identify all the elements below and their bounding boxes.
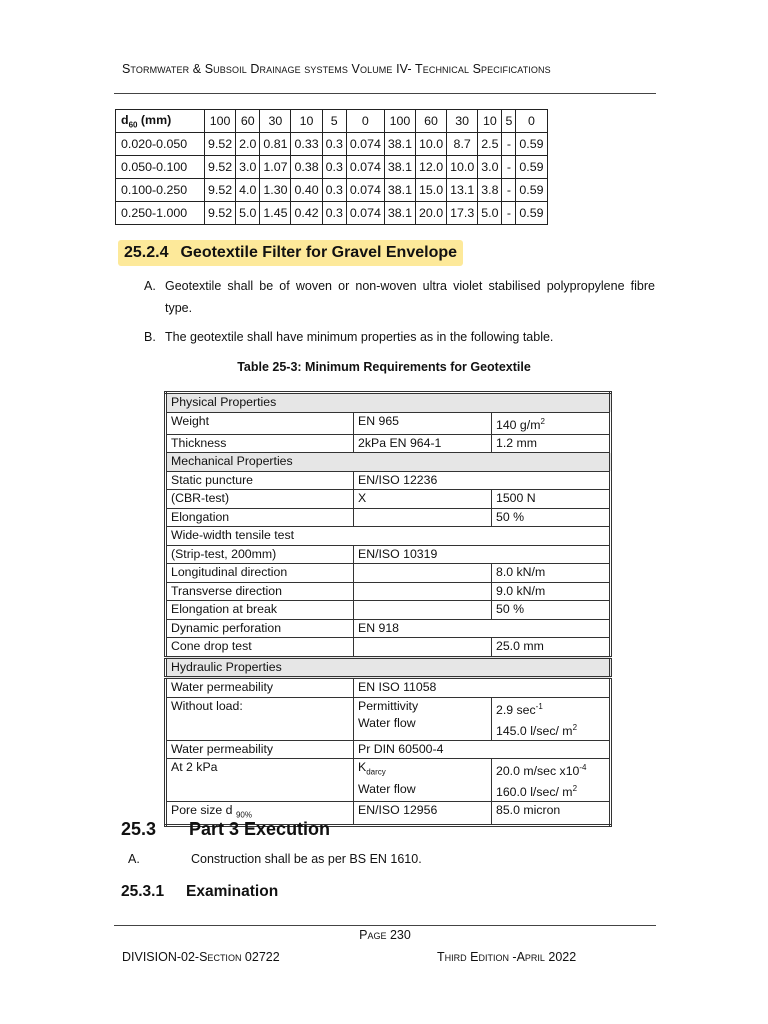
property-cell: Without load:: [166, 697, 354, 740]
value-cell: 20.0 m/sec $x10^{-4}$ 160.0 l/sec/ $m^2$: [492, 759, 611, 802]
grading-value-cell: 0.3: [322, 133, 346, 156]
grading-header-cell: 30: [260, 110, 291, 133]
value-cell: 2.9 $\sec^{-1}$ 145.0 l/sec/ $m^2$: [492, 697, 611, 740]
grading-range-cell: 0.250-1.000: [116, 202, 205, 225]
property-cell: Longitudinal direction: [166, 564, 354, 583]
grading-value-cell: 3.0: [236, 156, 260, 179]
grading-value-cell: 5.0: [478, 202, 502, 225]
value-cell: 25.0 mm: [492, 638, 611, 658]
table-row: [166, 697, 611, 740]
grading-value-cell: 10.0: [447, 156, 478, 179]
table-row: [166, 638, 611, 658]
grading-value-cell: 0.59: [516, 179, 547, 202]
grading-value-cell: 17.3: [447, 202, 478, 225]
value-cell: 1.2 mm: [492, 434, 611, 453]
geotextile-requirements-table: [164, 391, 612, 827]
property-cell: Pore size d $_{90\%}$: [166, 802, 354, 825]
grading-value-cell: 3.0: [478, 156, 502, 179]
section-number: 25.3: [121, 819, 157, 839]
section-title: Geotextile Filter for Gravel Envelope: [180, 244, 458, 261]
standard-cell: EN/ISO 12236: [354, 471, 611, 490]
paragraph-a: [144, 275, 656, 319]
grading-value-cell: 20.0: [415, 202, 446, 225]
grading-header-cell: 60: [236, 110, 260, 133]
grading-value-cell: 9.52: [205, 156, 236, 179]
grading-value-cell: 0.33: [291, 133, 322, 156]
table-group-row: [166, 657, 611, 678]
grading-value-cell: 0.59: [516, 202, 547, 225]
grading-value-cell: 0.074: [346, 179, 384, 202]
grading-value-cell: 1.45: [260, 202, 291, 225]
property-cell: Elongation at break: [166, 601, 354, 620]
group-hydraulic: Hydraulic Properties: [166, 657, 611, 678]
group-physical: Physical Properties: [166, 393, 611, 413]
grading-row: [116, 179, 548, 202]
grading-value-cell: 9.52: [205, 179, 236, 202]
standard-cell: [354, 601, 492, 620]
grading-value-cell: -: [502, 202, 516, 225]
value-cell: 50 %: [492, 601, 611, 620]
grading-header-cell: 5: [322, 110, 346, 133]
grading-header-cell: 5: [502, 110, 516, 133]
property-cell: Static puncture: [166, 471, 354, 490]
grading-value-cell: 0.074: [346, 202, 384, 225]
paragraph-label: B.: [144, 330, 156, 344]
group-mechanical: Mechanical Properties: [166, 453, 611, 472]
standard-cell: X: [354, 490, 492, 509]
paragraph-label: A.: [128, 852, 140, 866]
table-caption: Table 25-3: Minimum Requirements for Geotextile: [237, 360, 531, 374]
table-row: [166, 619, 611, 638]
footer-divider: [114, 925, 656, 926]
standard-cell: Pr DIN 60500-4: [354, 740, 611, 759]
grading-value-cell: 12.0: [415, 156, 446, 179]
grading-header-cell: 100: [384, 110, 415, 133]
grading-header-cell: 60: [415, 110, 446, 133]
grading-value-cell: 0.40: [291, 179, 322, 202]
property-cell: Water permeability: [166, 678, 354, 698]
grading-value-cell: 1.30: [260, 179, 291, 202]
grading-header-cell: 10: [291, 110, 322, 133]
standard-cell: EN 918: [354, 619, 611, 638]
grading-value-cell: 2.5: [478, 133, 502, 156]
table-row: [166, 740, 611, 759]
property-cell: (CBR-test): [166, 490, 354, 509]
grading-value-cell: -: [502, 179, 516, 202]
standard-cell: $K_{darcy}$ Water flow: [354, 759, 492, 802]
section-number: 25.3.1: [121, 883, 165, 900]
standard-cell: [354, 582, 492, 601]
property-cell: At 2 kPa: [166, 759, 354, 802]
table-row: [166, 759, 611, 802]
grading-header-cell: 0: [346, 110, 384, 133]
table-row: [166, 678, 611, 698]
standard-cell: EN/ISO 10319: [354, 545, 611, 564]
grading-range-cell: 0.100-0.250: [116, 179, 205, 202]
grading-header-row: [116, 110, 548, 133]
section-title: Examination: [186, 883, 279, 900]
table-group-row: [166, 393, 611, 413]
property-cell: Transverse direction: [166, 582, 354, 601]
grading-header-cell: 0: [516, 110, 547, 133]
grading-row: [116, 133, 548, 156]
value-cell: 8.0 kN/m: [492, 564, 611, 583]
paragraph-text: Construction shall be as per BS EN 1610.: [191, 852, 422, 866]
grading-value-cell: -: [502, 156, 516, 179]
grading-value-cell: 3.8: [478, 179, 502, 202]
grading-value-cell: 0.074: [346, 133, 384, 156]
grading-value-cell: 15.0: [415, 179, 446, 202]
grading-value-cell: 38.1: [384, 202, 415, 225]
section-heading-25-3: [121, 819, 330, 840]
grading-value-cell: 0.38: [291, 156, 322, 179]
footer-edition: Third Edition -April 2022: [437, 950, 577, 964]
table-row: [166, 412, 611, 434]
grading-value-cell: 0.3: [322, 156, 346, 179]
grading-value-cell: 9.52: [205, 202, 236, 225]
table-row: [166, 564, 611, 583]
section-number: 25.2.4: [124, 244, 169, 261]
grading-value-cell: 38.1: [384, 156, 415, 179]
table-row: [166, 601, 611, 620]
paragraph-b: [144, 326, 656, 348]
grading-value-cell: -: [502, 133, 516, 156]
grading-value-cell: 0.59: [516, 156, 547, 179]
table-row: [166, 434, 611, 453]
table-row: [166, 490, 611, 509]
grading-value-cell: 10.0: [415, 133, 446, 156]
grading-value-cell: 4.0: [236, 179, 260, 202]
value-cell: 140 $g/m^2$: [492, 412, 611, 434]
grading-range-cell: 0.020-0.050: [116, 133, 205, 156]
table-row: [166, 527, 611, 546]
grading-value-cell: 8.7: [447, 133, 478, 156]
section-title: Part 3 Execution: [189, 819, 331, 839]
grading-value-cell: 2.0: [236, 133, 260, 156]
standard-cell: [354, 508, 492, 527]
page-number: Page 230: [359, 928, 411, 942]
table-row: [166, 545, 611, 564]
paragraph-text: The geotextile shall have minimum properties as in the following table.: [165, 330, 554, 344]
table-row: [166, 582, 611, 601]
grading-value-cell: 38.1: [384, 179, 415, 202]
document-header: Stormwater & Subsoil Drainage systems Volume IV- Technical Specifications: [122, 62, 551, 76]
standard-cell: EN 965: [354, 412, 492, 434]
value-cell: 85.0 micron: [492, 802, 611, 825]
standard-cell: 2kPa EN 964-1: [354, 434, 492, 453]
value-cell: 50 %: [492, 508, 611, 527]
grading-row: [116, 156, 548, 179]
grading-row: [116, 202, 548, 225]
standard-cell: [354, 564, 492, 583]
grading-value-cell: 13.1: [447, 179, 478, 202]
table-group-row: [166, 453, 611, 472]
paragraph-text: Geotextile shall be of woven or non-woven ultra violet stabilised polypropylene fibre type.: [165, 279, 655, 315]
grading-table: [115, 109, 548, 225]
section-heading-25-3-1: [121, 883, 278, 901]
grading-value-cell: 5.0: [236, 202, 260, 225]
grading-value-cell: 0.3: [322, 179, 346, 202]
grading-header-cell: 10: [478, 110, 502, 133]
grading-value-cell: 0.81: [260, 133, 291, 156]
grading-value-cell: 0.42: [291, 202, 322, 225]
value-cell: 9.0 kN/m: [492, 582, 611, 601]
grading-value-cell: 38.1: [384, 133, 415, 156]
property-cell: Wide-width tensile test: [166, 527, 611, 546]
property-cell: Elongation: [166, 508, 354, 527]
table-row: [166, 508, 611, 527]
property-cell: Water permeability: [166, 740, 354, 759]
table-row: [166, 471, 611, 490]
property-cell: Thickness: [166, 434, 354, 453]
section-heading-25-2-4: [118, 240, 463, 266]
property-cell: (Strip-test, 200mm): [166, 545, 354, 564]
standard-cell: EN/ISO 12956: [354, 802, 492, 825]
value-cell: 1500 N: [492, 490, 611, 509]
grading-value-cell: 0.074: [346, 156, 384, 179]
footer-division: DIVISION-02-Section 02722: [122, 950, 280, 964]
grading-header-cell: 100: [205, 110, 236, 133]
standard-cell: Permittivity Water flow: [354, 697, 492, 740]
grading-header-label: $d_{60}$ (mm): [116, 110, 205, 133]
property-cell: Dynamic perforation: [166, 619, 354, 638]
paragraph-label: A.: [144, 279, 156, 293]
standard-cell: [354, 638, 492, 658]
grading-value-cell: 0.3: [322, 202, 346, 225]
property-cell: Cone drop test: [166, 638, 354, 658]
grading-range-cell: 0.050-0.100: [116, 156, 205, 179]
grading-value-cell: 0.59: [516, 133, 547, 156]
grading-value-cell: 9.52: [205, 133, 236, 156]
header-divider: [114, 93, 656, 94]
grading-value-cell: 1.07: [260, 156, 291, 179]
property-cell: Weight: [166, 412, 354, 434]
standard-cell: EN ISO 11058: [354, 678, 611, 698]
grading-header-cell: 30: [447, 110, 478, 133]
